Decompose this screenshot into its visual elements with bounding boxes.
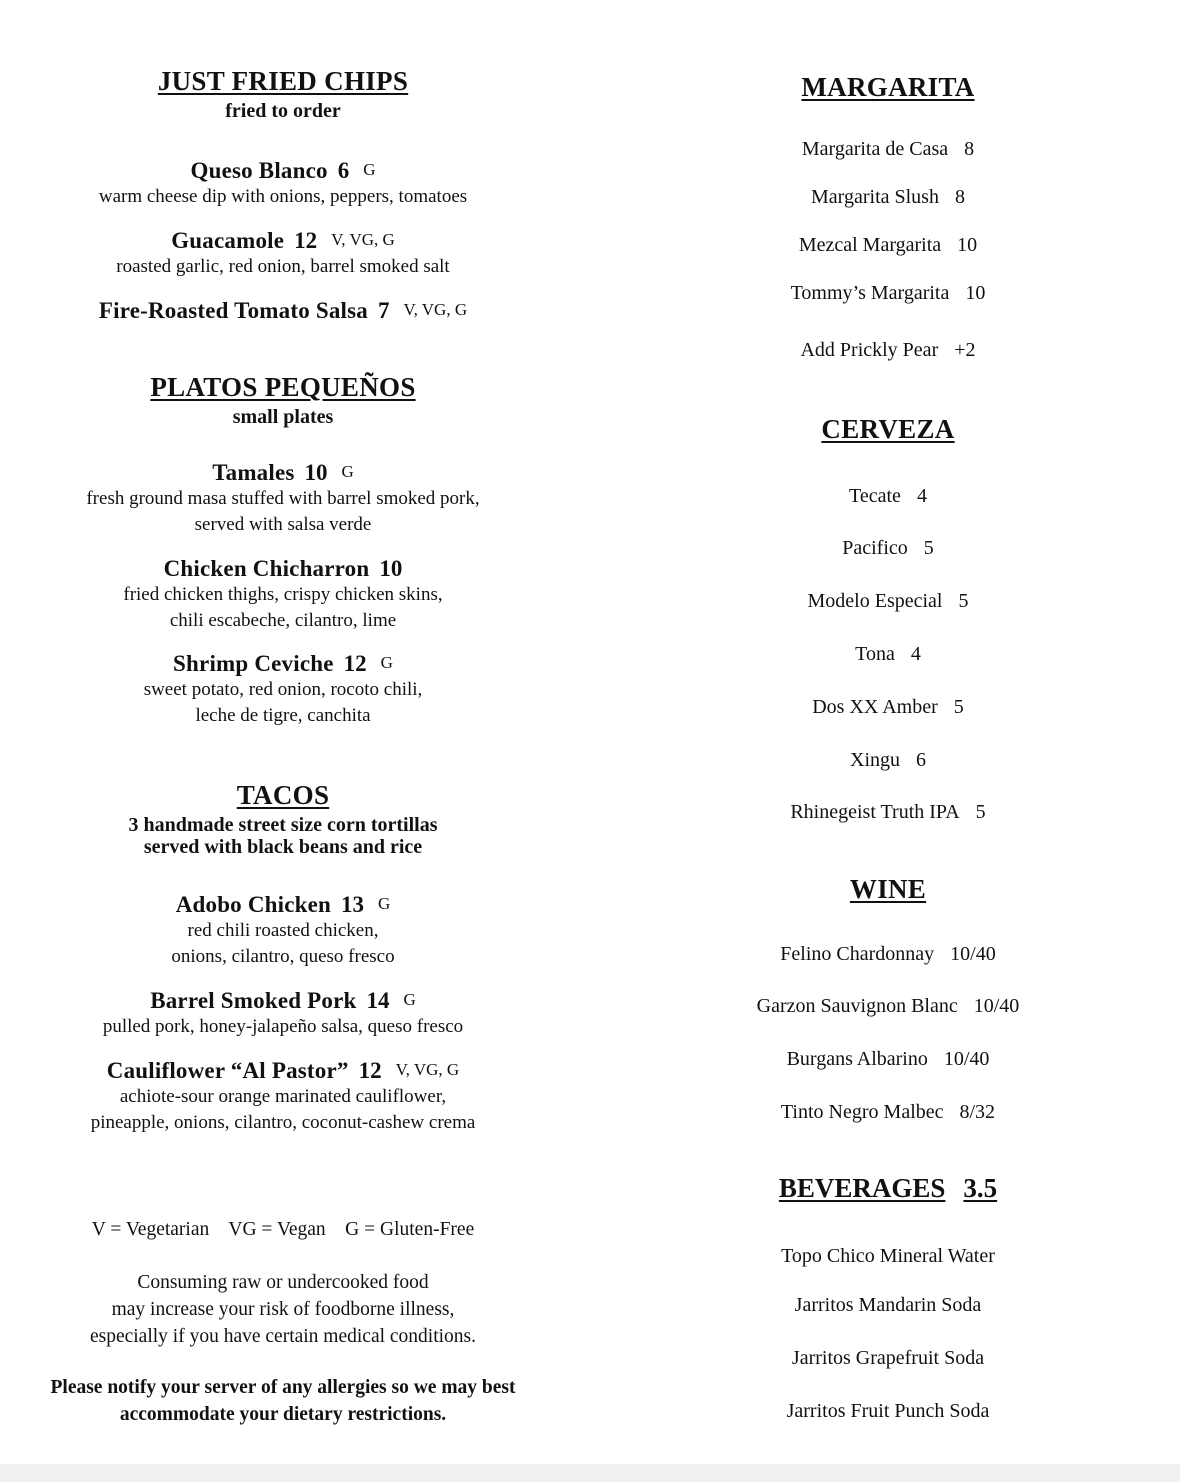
beverage-item: Jarritos Fruit Punch Soda bbox=[786, 1400, 990, 1422]
drink-price: 4 bbox=[910, 643, 921, 665]
drink-name: Margarita Slush bbox=[811, 186, 939, 208]
item-description: chili escabeche, cilantro, lime bbox=[169, 610, 397, 631]
drink-item bbox=[698, 995, 1078, 1018]
drink-price: +2 bbox=[954, 339, 976, 361]
item-description: roasted garlic, red onion, barrel smoked salt bbox=[116, 256, 450, 277]
drink-name: Dos XX Amber bbox=[812, 696, 938, 718]
drink-item bbox=[738, 339, 1038, 362]
drink-price: 4 bbox=[916, 485, 927, 507]
item-price: 12 bbox=[343, 651, 367, 676]
drink-name: Modelo Especial bbox=[807, 590, 943, 612]
item-dietary-tags: G bbox=[380, 653, 393, 672]
beverages-title: BEVERAGES bbox=[778, 1173, 946, 1203]
drink-name: Tommy’s Margarita bbox=[790, 282, 950, 304]
drink-item bbox=[738, 1101, 1038, 1124]
cerveza-heading: CERVEZA bbox=[821, 414, 955, 444]
drink-price: 10/40 bbox=[973, 995, 1020, 1017]
drink-price: 10/40 bbox=[950, 943, 996, 965]
drink-price: 6 bbox=[916, 749, 926, 771]
drink-price: 5 bbox=[923, 537, 934, 559]
beverage-item: Topo Chico Mineral Water bbox=[781, 1245, 995, 1267]
drink-item bbox=[738, 138, 1038, 161]
drink-name: Felino Chardonnay bbox=[780, 943, 935, 965]
drink-item bbox=[738, 643, 1038, 666]
drink-item bbox=[738, 943, 1038, 966]
drink-name: Tona bbox=[855, 643, 895, 665]
drink-item bbox=[738, 590, 1038, 613]
drink-price: 8 bbox=[964, 138, 975, 160]
menu-item bbox=[40, 988, 526, 1040]
item-price: 14 bbox=[366, 988, 390, 1013]
item-dietary-tags: G bbox=[378, 894, 391, 913]
item-description: leche de tigre, canchita bbox=[195, 705, 371, 726]
drink-name: Add Prickly Pear bbox=[800, 339, 939, 361]
item-dietary-tags: G bbox=[363, 160, 376, 179]
item-description: warm cheese dip with onions, peppers, tomatoes bbox=[98, 186, 468, 207]
drink-name: Mezcal Margarita bbox=[798, 234, 942, 256]
menu-item bbox=[40, 298, 526, 324]
drink-item bbox=[738, 537, 1038, 560]
menu-item bbox=[40, 158, 526, 210]
chips-subheading: fried to order bbox=[225, 100, 341, 122]
drink-item bbox=[738, 282, 1038, 305]
drink-price: 5 bbox=[953, 696, 964, 718]
beverages-price: 3.5 bbox=[963, 1173, 998, 1203]
drink-item bbox=[738, 696, 1038, 719]
menu-item bbox=[40, 1058, 526, 1136]
item-name: Cauliflower “Al Pastor” bbox=[106, 1058, 349, 1083]
beverage-item: Jarritos Grapefruit Soda bbox=[791, 1347, 985, 1369]
dietary-legend: V = Vegetarian VG = Vegan G = Gluten-Free bbox=[91, 1219, 475, 1240]
item-price: 10 bbox=[304, 460, 328, 485]
allergy-notice bbox=[34, 1374, 532, 1428]
beverages-heading bbox=[738, 1173, 1038, 1204]
item-name: Chicken Chicharron bbox=[163, 556, 370, 581]
drink-price: 8/32 bbox=[959, 1101, 996, 1123]
margarita-heading: MARGARITA bbox=[801, 72, 975, 102]
item-description: pineapple, onions, cilantro, coconut-cashew crema bbox=[90, 1112, 476, 1133]
item-description: red chili roasted chicken, bbox=[187, 920, 379, 941]
item-description: fresh ground masa stuffed with barrel smoked pork, bbox=[86, 488, 480, 509]
page-bottom-edge bbox=[0, 1464, 1180, 1482]
drink-item bbox=[738, 234, 1038, 257]
menu-item bbox=[40, 460, 526, 538]
item-description: sweet potato, red onion, rocoto chili, bbox=[143, 679, 423, 700]
item-description: pulled pork, honey-jalapeño salsa, queso fresco bbox=[102, 1016, 464, 1037]
item-name: Shrimp Ceviche bbox=[173, 651, 334, 676]
drink-item bbox=[738, 1048, 1038, 1071]
drink-name: Xingu bbox=[850, 749, 900, 771]
allergy-line: accommodate your dietary restrictions. bbox=[119, 1404, 447, 1425]
drink-price: 10/40 bbox=[943, 1048, 990, 1070]
foodborne-warning bbox=[40, 1269, 526, 1350]
item-price: 12 bbox=[294, 228, 318, 253]
drink-price: 5 bbox=[958, 590, 969, 612]
drink-item bbox=[738, 749, 1038, 772]
item-price: 13 bbox=[341, 892, 365, 917]
tacos-heading: TACOS bbox=[236, 780, 330, 810]
tacos-subheading: served with black beans and rice bbox=[143, 836, 423, 858]
menu-item bbox=[40, 892, 526, 970]
drink-price: 8 bbox=[954, 186, 965, 208]
warning-line: especially if you have certain medical conditions. bbox=[89, 1326, 477, 1347]
tacos-subheading: 3 handmade street size corn tortillas bbox=[128, 814, 438, 836]
drink-item bbox=[738, 801, 1038, 824]
item-dietary-tags: G bbox=[341, 462, 354, 481]
drink-name: Margarita de Casa bbox=[801, 138, 949, 160]
warning-line: Consuming raw or undercooked food bbox=[137, 1272, 429, 1293]
menu-item bbox=[40, 556, 526, 634]
drink-name: Tinto Negro Malbec bbox=[780, 1101, 944, 1123]
item-description: achiote-sour orange marinated cauliflower, bbox=[119, 1086, 447, 1107]
drink-item bbox=[738, 186, 1038, 209]
item-price: 6 bbox=[337, 158, 350, 183]
drink-price: 5 bbox=[975, 801, 986, 823]
item-name: Tamales bbox=[212, 460, 295, 485]
item-name: Adobo Chicken bbox=[175, 892, 332, 917]
item-dietary-tags: G bbox=[403, 990, 416, 1009]
menu-item bbox=[40, 651, 526, 729]
item-dietary-tags: V, VG, G bbox=[331, 230, 395, 249]
wine-heading: WINE bbox=[849, 874, 927, 904]
item-description: fried chicken thighs, crispy chicken skins, bbox=[123, 584, 443, 605]
drink-price: 10 bbox=[965, 282, 986, 304]
drink-price: 10 bbox=[957, 234, 978, 256]
item-name: Guacamole bbox=[171, 228, 285, 253]
allergy-line: Please notify your server of any allergies so we may best bbox=[50, 1377, 516, 1398]
item-name: Barrel Smoked Pork bbox=[150, 988, 357, 1013]
item-dietary-tags: V, VG, G bbox=[395, 1060, 460, 1079]
item-description: served with salsa verde bbox=[194, 514, 372, 535]
drink-name: Tecate bbox=[849, 485, 901, 507]
drink-name: Rhinegeist Truth IPA bbox=[790, 801, 960, 823]
platos-heading: PLATOS PEQUEÑOS bbox=[150, 372, 416, 402]
item-price: 10 bbox=[379, 556, 403, 581]
item-price: 7 bbox=[377, 298, 390, 323]
menu-item bbox=[40, 228, 526, 280]
item-price: 12 bbox=[358, 1058, 382, 1083]
drink-name: Pacifico bbox=[842, 537, 908, 559]
item-description: onions, cilantro, queso fresco bbox=[171, 946, 395, 967]
item-name: Fire-Roasted Tomato Salsa bbox=[98, 298, 368, 323]
drink-item bbox=[738, 485, 1038, 508]
warning-line: may increase your risk of foodborne illness, bbox=[111, 1299, 455, 1320]
beverage-item: Jarritos Mandarin Soda bbox=[794, 1294, 982, 1316]
platos-subheading: small plates bbox=[232, 406, 334, 428]
item-name: Queso Blanco bbox=[190, 158, 328, 183]
drink-name: Burgans Albarino bbox=[786, 1048, 928, 1070]
drink-name: Garzon Sauvignon Blanc bbox=[756, 995, 958, 1017]
item-dietary-tags: V, VG, G bbox=[403, 300, 468, 319]
chips-heading: JUST FRIED CHIPS bbox=[157, 66, 409, 96]
